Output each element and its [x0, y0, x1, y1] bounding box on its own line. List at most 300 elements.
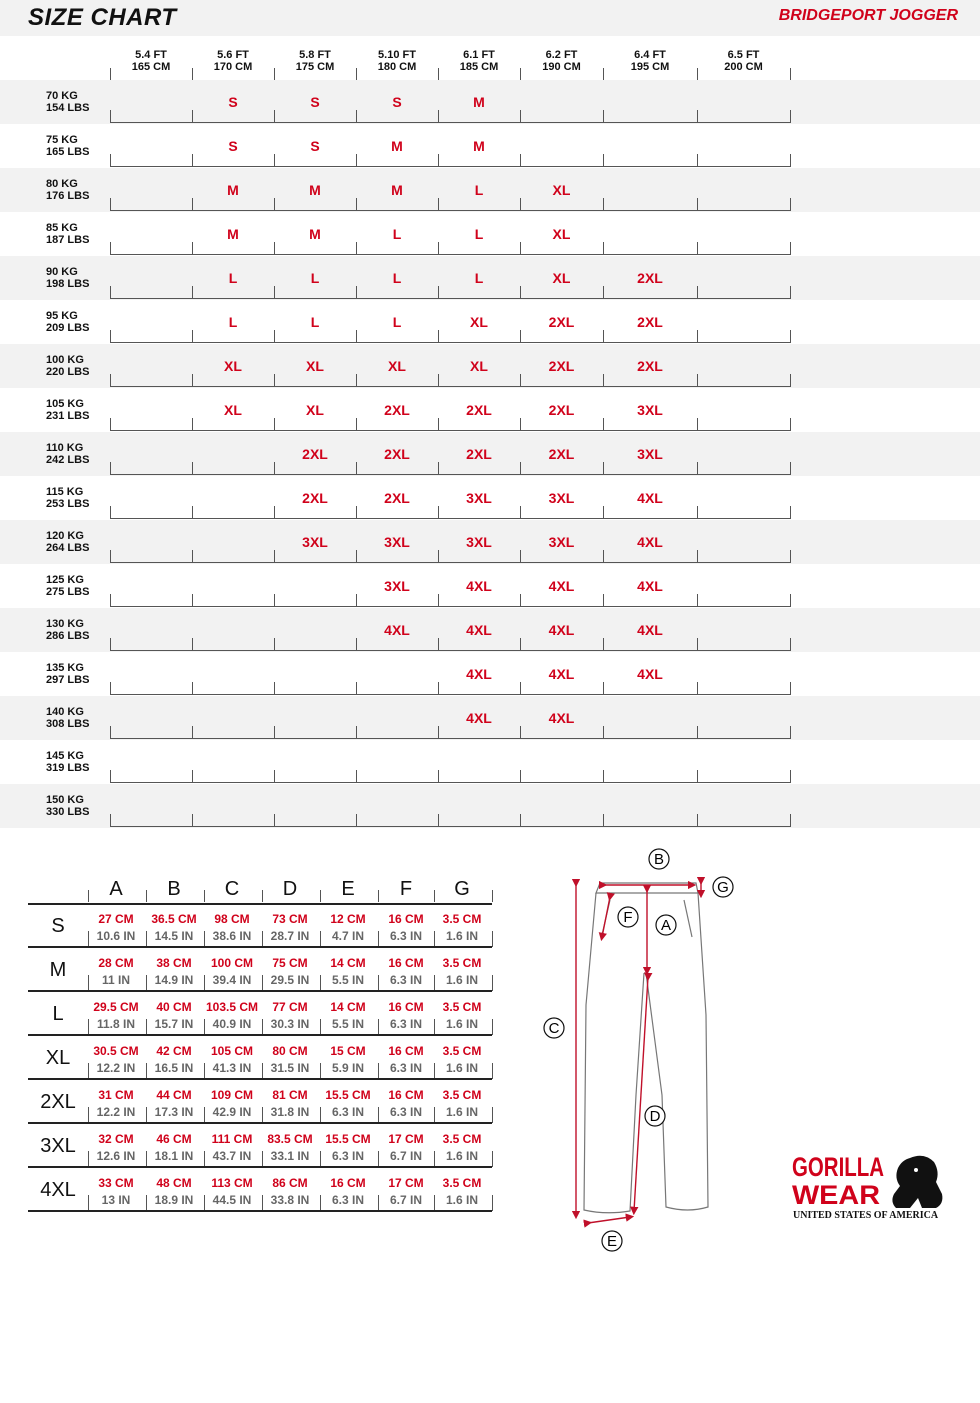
measurement-cm: 17 CM [388, 1132, 424, 1146]
measurement-column-header: A [109, 878, 123, 900]
weight-lbs: 319 LBS [46, 762, 90, 774]
tick [192, 550, 193, 562]
tick [520, 198, 521, 210]
tick [438, 506, 439, 518]
measurement-cm: 16 CM [388, 1044, 424, 1058]
measurement-cm: 15 CM [330, 1044, 366, 1058]
measurement-column-header: E [341, 878, 355, 900]
row-divider [110, 298, 791, 299]
weight-lbs: 242 LBS [46, 454, 90, 466]
measurement-in: 18.9 IN [154, 1193, 194, 1207]
measurement-in: 33.8 IN [270, 1193, 310, 1207]
size-label: M [49, 959, 67, 981]
measurement-in: 16.5 IN [154, 1061, 194, 1075]
tick [434, 1195, 435, 1211]
tick [438, 638, 439, 650]
measurement-in: 11.8 IN [96, 1017, 136, 1031]
weight-row [0, 608, 980, 652]
weight-kg: 105 KG [46, 398, 84, 410]
row-divider [110, 210, 791, 211]
row-divider [110, 518, 791, 519]
tick [192, 814, 193, 826]
measurement-row [28, 992, 492, 1036]
tick [603, 770, 604, 782]
size-label: S [51, 915, 65, 937]
weight-lbs: 275 LBS [46, 586, 90, 598]
tick [274, 154, 275, 166]
tick [492, 1019, 493, 1035]
size-cell: 2XL [384, 402, 410, 418]
tick [378, 975, 379, 991]
tick [378, 890, 379, 902]
measurement-in: 6.3 IN [389, 929, 422, 943]
size-cell: XL [552, 270, 571, 286]
tick [790, 550, 791, 562]
tick [520, 242, 521, 254]
tick [192, 154, 193, 166]
tick [378, 1019, 379, 1035]
pants-diagram-icon [530, 845, 750, 1255]
measurement-in: 1.6 IN [445, 1105, 478, 1119]
weight-lbs: 231 LBS [46, 410, 90, 422]
row-divider [110, 562, 791, 563]
tick [378, 1107, 379, 1123]
weight-lbs: 286 LBS [46, 630, 90, 642]
tick [274, 418, 275, 430]
tick [204, 1151, 205, 1167]
size-cell: XL [224, 358, 242, 374]
tick [274, 638, 275, 650]
measurement-cm: 3.5 CM [442, 1176, 482, 1190]
tick [110, 286, 111, 298]
tick [204, 1019, 205, 1035]
tick [192, 506, 193, 518]
measurement-cm: 14 CM [330, 1000, 366, 1014]
measurement-in: 44.5 IN [212, 1193, 252, 1207]
product-name: BRIDGEPORT JOGGER [778, 7, 958, 24]
tick [356, 638, 357, 650]
weight-lbs: 209 LBS [46, 322, 90, 334]
weight-kg: 140 KG [46, 706, 84, 718]
tick [438, 770, 439, 782]
size-cell: 4XL [637, 490, 663, 506]
measurement-cm: 75 CM [272, 956, 308, 970]
tick [697, 68, 698, 80]
measurement-cm: 3.5 CM [442, 912, 482, 926]
weight-label [46, 266, 89, 290]
measurement-in: 1.6 IN [445, 1017, 478, 1031]
tick [603, 286, 604, 298]
size-label: 4XL [40, 1179, 76, 1201]
measurement-cm: 31 CM [98, 1088, 134, 1102]
measurement-cm: 42 CM [156, 1044, 192, 1058]
tick [790, 462, 791, 474]
tick [320, 975, 321, 991]
tick [520, 726, 521, 738]
measurement-cm: 28 CM [98, 956, 134, 970]
size-cell: 3XL [302, 534, 328, 550]
tick [192, 286, 193, 298]
tick [320, 1107, 321, 1123]
tick [110, 814, 111, 826]
tick [274, 68, 275, 80]
size-cell: 3XL [548, 534, 575, 550]
size-cell: L [474, 182, 484, 198]
measurement-in: 6.7 IN [389, 1193, 422, 1207]
measurement-in: 5.5 IN [331, 973, 364, 987]
measurement-column-header: C [224, 878, 240, 900]
tick [192, 638, 193, 650]
measurement-cm: 100 CM [210, 956, 254, 970]
size-cell: 3XL [466, 490, 492, 506]
measurement-cm: 46 CM [156, 1132, 192, 1146]
size-cell: 4XL [637, 578, 663, 594]
header-bar [0, 0, 980, 36]
measurement-in: 18.1 IN [154, 1149, 194, 1163]
weight-row [0, 388, 980, 432]
measurement-cm: 32 CM [98, 1132, 134, 1146]
logo-tagline: UNITED STATES OF AMERICA [793, 1210, 939, 1221]
weight-label [46, 222, 89, 246]
tick [378, 1063, 379, 1079]
tick [262, 1107, 263, 1123]
measurement-in: 15.7 IN [154, 1017, 194, 1031]
tick [603, 330, 604, 342]
svg-text:C: C [548, 1020, 560, 1037]
weight-kg: 120 KG [46, 530, 84, 542]
tick [274, 198, 275, 210]
weight-kg: 135 KG [46, 662, 84, 674]
tick [356, 506, 357, 518]
size-cell: M [227, 226, 239, 242]
tick [697, 770, 698, 782]
measurement-in: 6.3 IN [389, 973, 422, 987]
height-header [274, 49, 356, 73]
tick [603, 682, 604, 694]
tick [110, 550, 111, 562]
tick [192, 726, 193, 738]
tick [697, 726, 698, 738]
dimension-label-b [649, 849, 669, 869]
tick [146, 975, 147, 991]
weight-lbs: 165 LBS [46, 146, 90, 158]
weight-label [46, 398, 89, 422]
dimension-label-g [713, 877, 733, 897]
size-cell: S [228, 138, 238, 154]
tick [356, 154, 357, 166]
tick [262, 890, 263, 902]
tick [356, 770, 357, 782]
tick [603, 550, 604, 562]
size-cell: S [310, 138, 320, 154]
tick [378, 1195, 379, 1211]
measurement-column-header: B [167, 878, 181, 900]
tick [88, 975, 89, 991]
measurement-cm: 16 CM [388, 1000, 424, 1014]
tick [438, 462, 439, 474]
tick [356, 242, 357, 254]
gorilla-icon [892, 1156, 942, 1208]
size-cell: 3XL [637, 446, 663, 462]
weight-lbs: 308 LBS [46, 718, 90, 730]
size-cell: 2XL [637, 270, 663, 286]
measurement-column-header: G [454, 878, 470, 900]
weight-label [46, 750, 89, 774]
tick [146, 1195, 147, 1211]
height-header-row [0, 40, 980, 80]
measurement-in: 42.9 IN [212, 1105, 252, 1119]
tick [320, 1063, 321, 1079]
weight-kg: 90 KG [46, 266, 78, 278]
weight-label [46, 90, 89, 114]
size-cell: L [310, 270, 320, 286]
size-cell: 4XL [466, 666, 492, 682]
weight-kg: 95 KG [46, 310, 78, 322]
size-cell: 2XL [302, 446, 328, 462]
weight-row [0, 520, 980, 564]
tick [697, 198, 698, 210]
tick [88, 890, 89, 902]
tick [262, 975, 263, 991]
measurement-cm: 29.5 CM [93, 1000, 139, 1014]
tick [192, 594, 193, 606]
tick [356, 68, 357, 80]
size-cell: 3XL [637, 402, 663, 418]
measurement-in: 31.8 IN [270, 1105, 310, 1119]
tick [110, 770, 111, 782]
tick [320, 1019, 321, 1035]
size-label: XL [45, 1047, 71, 1069]
weight-row [0, 740, 980, 784]
tick [146, 890, 147, 902]
tick [492, 1151, 493, 1167]
weight-lbs: 176 LBS [46, 190, 90, 202]
measurement-cm: 40 CM [156, 1000, 192, 1014]
tick [434, 1063, 435, 1079]
tick [697, 462, 698, 474]
tick [204, 1063, 205, 1079]
weight-row [0, 300, 980, 344]
height-ft: 5.8 FT [299, 49, 331, 61]
tick [603, 594, 604, 606]
tick [790, 242, 791, 254]
size-cell: 2XL [637, 314, 663, 330]
measurement-cm: 83.5 CM [267, 1132, 313, 1146]
measurement-cm: 80 CM [272, 1044, 308, 1058]
weight-label [46, 574, 89, 598]
tick [520, 506, 521, 518]
tick [438, 154, 439, 166]
row-divider [28, 1210, 492, 1212]
size-cell: XL [552, 182, 571, 198]
tick [110, 462, 111, 474]
tick [603, 462, 604, 474]
tick [88, 1151, 89, 1167]
dimension-label-a [656, 915, 676, 935]
size-cell: M [391, 138, 403, 154]
tick [520, 374, 521, 386]
height-cm: 195 CM [630, 61, 670, 73]
weight-label [46, 354, 89, 378]
tick [492, 1195, 493, 1211]
size-cell: 4XL [466, 578, 492, 594]
tick [520, 550, 521, 562]
tick [790, 770, 791, 782]
measurement-cm: 16 CM [330, 1176, 366, 1190]
weight-lbs: 253 LBS [46, 498, 90, 510]
tick [262, 931, 263, 947]
tick [434, 1151, 435, 1167]
tick [603, 154, 604, 166]
tick [88, 1063, 89, 1079]
measurement-in: 30.3 IN [270, 1017, 310, 1031]
weight-row [0, 432, 980, 476]
height-cm: 165 CM [131, 61, 171, 73]
size-cell: S [228, 94, 238, 110]
tick [697, 110, 698, 122]
measurement-column-header: F [399, 878, 413, 900]
weight-label [46, 442, 89, 466]
tick [438, 726, 439, 738]
tick [320, 1151, 321, 1167]
height-cm: 200 CM [724, 61, 763, 73]
measurement-cm: 105 CM [210, 1044, 254, 1058]
tick [274, 110, 275, 122]
measurement-cm: 14 CM [330, 956, 366, 970]
size-cell: L [474, 226, 484, 242]
weight-row [0, 344, 980, 388]
measurement-cm: 3.5 CM [442, 956, 482, 970]
measurement-cm: 36.5 CM [151, 912, 197, 926]
logo-line2: WEAR [792, 1180, 880, 1210]
tick [204, 1195, 205, 1211]
tick [110, 198, 111, 210]
measurement-cm: 113 CM [211, 1176, 253, 1190]
tick [697, 418, 698, 430]
size-cell: XL [388, 358, 406, 374]
tick [520, 462, 521, 474]
tick [274, 242, 275, 254]
tick [697, 594, 698, 606]
height-header [697, 49, 790, 73]
svg-text:B: B [653, 851, 665, 868]
size-cell: 4XL [466, 710, 492, 726]
measurement-in: 38.6 IN [212, 929, 252, 943]
tick [438, 68, 439, 80]
tick [438, 594, 439, 606]
measurement-in: 43.7 IN [212, 1149, 252, 1163]
tick [204, 890, 205, 902]
size-cell: M [473, 138, 485, 154]
tick [438, 286, 439, 298]
size-cell: S [392, 94, 402, 110]
measurement-cm: 44 CM [156, 1088, 192, 1102]
tick [520, 68, 521, 80]
tick [274, 286, 275, 298]
size-cell: L [392, 314, 402, 330]
tick [697, 814, 698, 826]
tick [438, 550, 439, 562]
tick [603, 506, 604, 518]
size-cell: 2XL [637, 358, 663, 374]
tick [146, 1063, 147, 1079]
weight-kg: 145 KG [46, 750, 84, 762]
measurement-cm: 3.5 CM [442, 1132, 482, 1146]
tick [262, 1019, 263, 1035]
size-cell: 4XL [384, 622, 410, 638]
tick [110, 638, 111, 650]
tick [320, 890, 321, 902]
tick [110, 726, 111, 738]
size-cell: 2XL [466, 446, 492, 462]
size-cell: XL [306, 358, 324, 374]
tick [438, 418, 439, 430]
measurement-in: 13 IN [101, 1193, 131, 1207]
tick [520, 682, 521, 694]
tick [697, 330, 698, 342]
measurement-in: 6.3 IN [331, 1149, 364, 1163]
measurement-in: 6.7 IN [389, 1149, 422, 1163]
row-divider [110, 386, 791, 387]
size-cell: 4XL [466, 622, 492, 638]
weight-row [0, 476, 980, 520]
weight-kg: 130 KG [46, 618, 84, 630]
size-cell: 4XL [548, 622, 575, 638]
tick [434, 931, 435, 947]
measurement-cm: 111 CM [211, 1132, 253, 1146]
measurement-in: 1.6 IN [445, 1061, 478, 1075]
tick [146, 1151, 147, 1167]
tick [192, 374, 193, 386]
tick [790, 682, 791, 694]
tick [520, 110, 521, 122]
row-divider [110, 342, 791, 343]
svg-text:D: D [649, 1108, 661, 1125]
measurement-cm: 15.5 CM [325, 1132, 371, 1146]
svg-text:A: A [660, 917, 672, 934]
row-divider [110, 738, 791, 739]
tick [110, 682, 111, 694]
tick [88, 931, 89, 947]
size-cell: 2XL [548, 314, 575, 330]
tick [603, 68, 604, 80]
size-cell: 4XL [548, 666, 575, 682]
measurement-in: 10.6 IN [96, 929, 136, 943]
tick [438, 198, 439, 210]
height-weight-size-grid [0, 40, 980, 828]
size-cell: 3XL [466, 534, 492, 550]
tick [520, 286, 521, 298]
tick [603, 242, 604, 254]
height-ft: 5.4 FT [135, 49, 167, 61]
measurement-cm: 86 CM [272, 1176, 308, 1190]
row-divider [110, 782, 791, 783]
tick [603, 418, 604, 430]
weight-row [0, 784, 980, 828]
measurement-row [28, 1080, 492, 1124]
tick [110, 506, 111, 518]
tick [697, 682, 698, 694]
weight-kg: 125 KG [46, 574, 84, 586]
tick [492, 931, 493, 947]
tick [520, 814, 521, 826]
size-cell: 4XL [637, 534, 663, 550]
tick [192, 770, 193, 782]
measurement-in: 6.3 IN [389, 1105, 422, 1119]
size-cell: L [228, 314, 238, 330]
size-label: 2XL [40, 1091, 76, 1113]
size-cell: XL [224, 402, 242, 418]
